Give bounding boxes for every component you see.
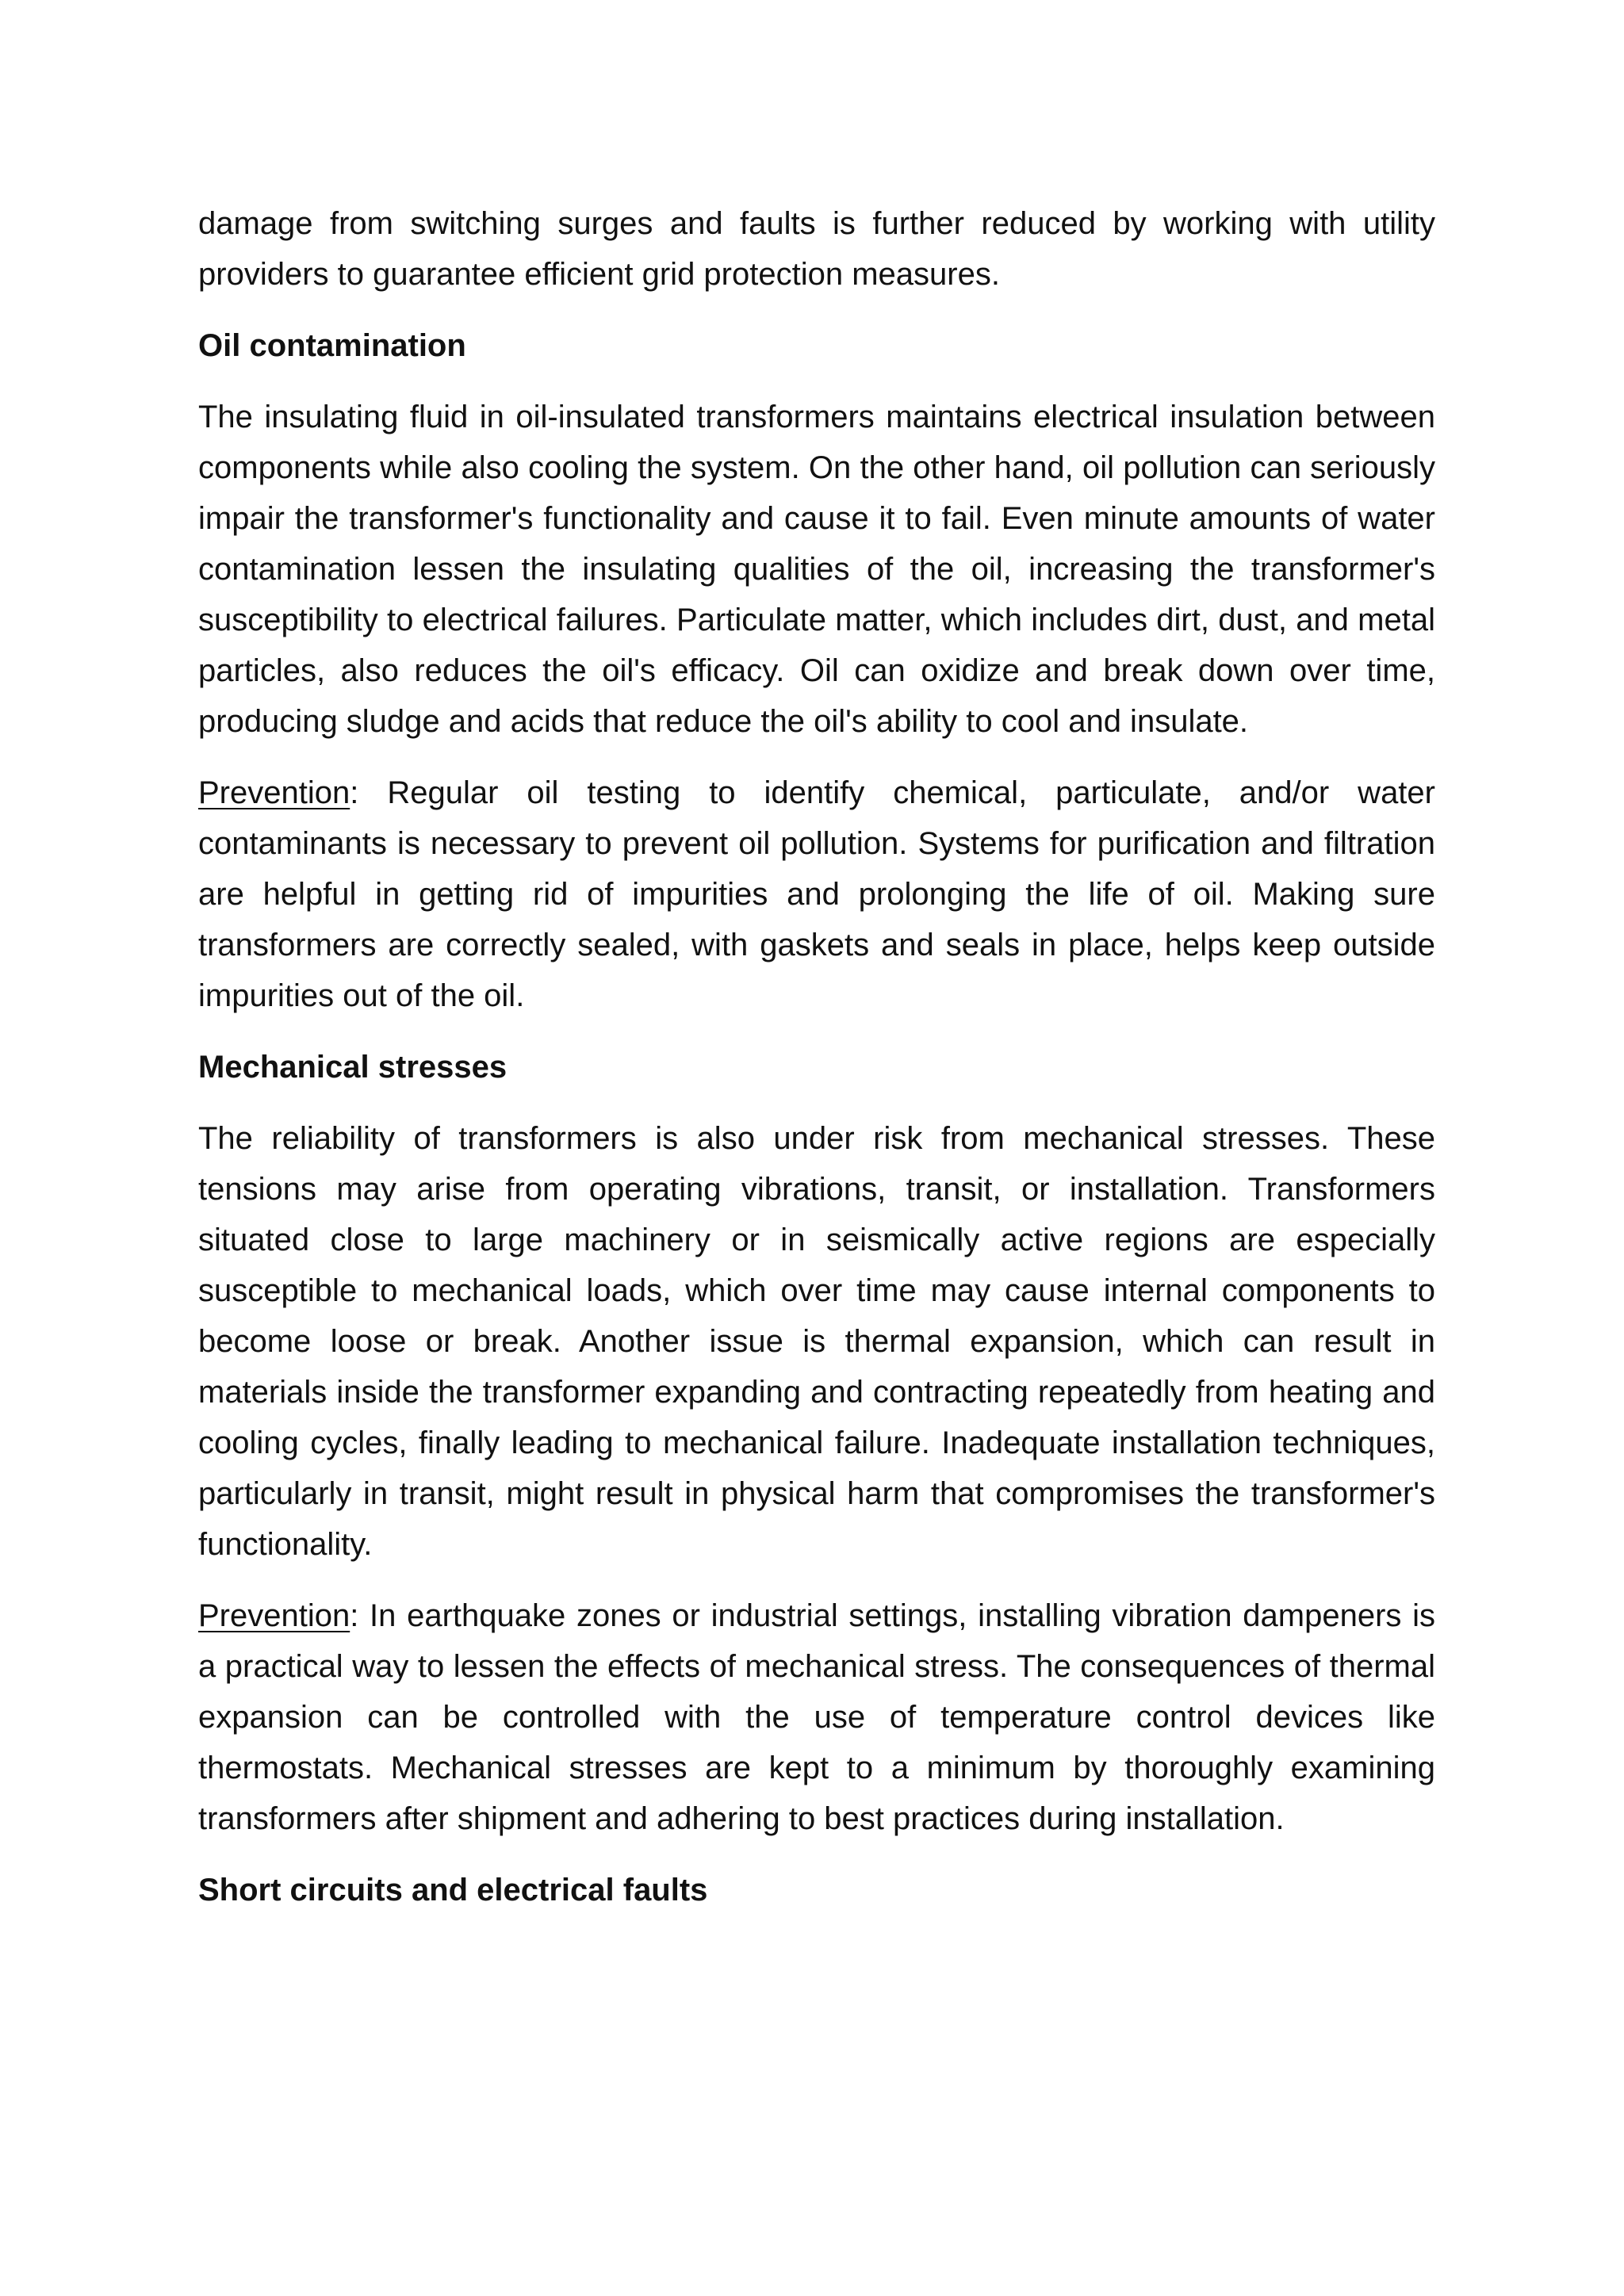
prevention-text: : Regular oil testing to identify chemical, particulate, and/or water contaminants is necessary to prevent oil pollution. Systems for purification and filtration are helpful in getting rid of impurities and prolonging the life of oil. Making sure transformers are correctly sealed, with gaskets and seals in place, helps keep outside impurities out of the oil. — [198, 775, 1435, 1013]
prevention-label: Prevention — [198, 1598, 350, 1633]
prevention-text: : In earthquake zones or industrial settings, installing vibration dampeners is a practical way to lessen the effects of mechanical stress. The consequences of thermal expansion can be controlled with the use of temperature control devices like thermostats. Mechanical stresses are kept to a minimum by thoroughly examining transformers after shipment and adhering to best practices during installation. — [198, 1598, 1435, 1836]
intro-paragraph: damage from switching surges and faults is further reduced by working with utility providers to guarantee efficient grid protection measures. — [198, 206, 1435, 292]
section-body-mechanical-stresses: The reliability of transformers is also under risk from mechanical stresses. These tensions may arise from operating vibrations, transit, or installation. Transformers situated close to large machinery or in seismically active regions are especially susceptible to mechanical loads, which over time may cause internal components to become loose or break. Another issue is thermal expansion, which can result in materials inside the transformer expanding and contracting repeatedly from heating and cooling cycles, finally leading to mechanical failure. Inadequate installation techniques, particularly in transit, might result in physical harm that compromises the transformer's functionality. — [198, 1121, 1435, 1562]
prevention-label: Prevention — [198, 775, 350, 810]
document-page — [198, 198, 1435, 1936]
prevention-paragraph-oil-contamination — [198, 767, 1435, 1021]
section-heading-mechanical-stresses: Mechanical stresses — [198, 1050, 508, 1085]
section-heading-short-circuits: Short circuits and electrical faults — [198, 1873, 708, 1908]
section-body-oil-contamination: The insulating fluid in oil-insulated transformers maintains electrical insulation between components while also cooling the system. On the other hand, oil pollution can seriously impair the transformer's functionality and cause it to fail. Even minute amounts of water contamination lessen the insulating qualities of the oil, increasing the transformer's susceptibility to electrical failures. Particulate matter, which includes dirt, dust, and metal particles, also reduces the oil's efficacy. Oil can oxidize and break down over time, producing sludge and acids that reduce the oil's ability to cool and insulate. — [198, 400, 1435, 739]
prevention-paragraph-mechanical-stresses — [198, 1590, 1435, 1844]
section-heading-oil-contamination: Oil contamination — [198, 328, 466, 363]
